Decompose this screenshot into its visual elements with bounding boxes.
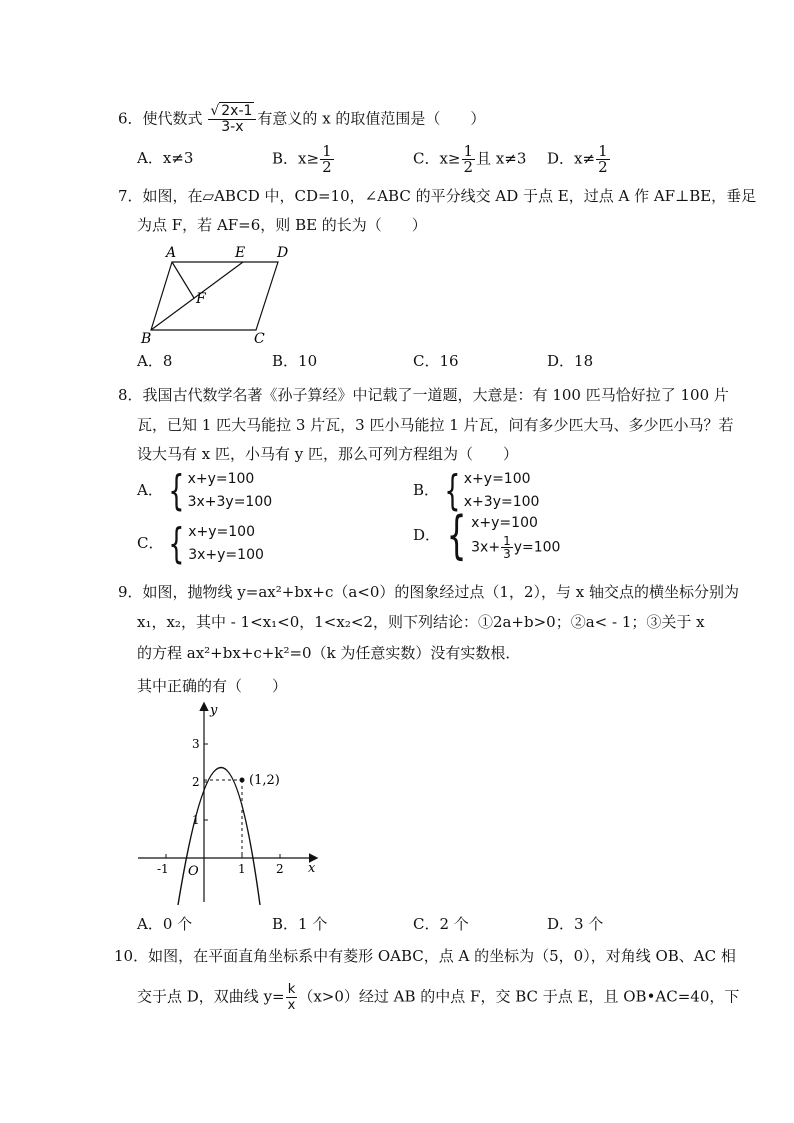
q9-option-a[interactable]: A．0 个 (137, 915, 193, 933)
q9-option-b[interactable]: B．1 个 (272, 915, 328, 933)
q6-option-d[interactable]: D．x≠ $\frac{1}{2}$ (547, 142, 608, 176)
q9-parabola-curve (178, 768, 260, 906)
q6-stem: 6．使代数式 $\frac{√ 2x-1}{3-x}$ 有意义的 x 的取值范围是（ ） (118, 103, 486, 135)
q7-label-f: F (196, 291, 206, 307)
q7-stem-line1: 7．如图，在▱ABCD 中，CD=10，∠ABC 的平分线交 AD 于点 E，过点 A 作 AF⊥BE，垂足 (118, 187, 757, 205)
q7-stem-line2: 为点 F，若 AF=6，则 BE 的长为（ ） (137, 216, 427, 234)
q9-y-tick-2: 2 (192, 775, 200, 789)
q7-option-b[interactable]: B．10 (272, 352, 318, 370)
q8-option-b[interactable]: B． { x+y=100 x+3y=100 (413, 466, 540, 515)
q9-option-c[interactable]: C．2 个 (413, 915, 469, 933)
q7-parallelogram-figure (138, 242, 298, 348)
q7-label-e: E (235, 245, 246, 261)
q9-y-tick-1: 1 (192, 813, 200, 827)
q7-label-b: B (141, 331, 152, 347)
q8-option-c[interactable]: C． { x+y=100 3x+y=100 (137, 519, 264, 568)
q9-origin-label: O (188, 864, 199, 879)
q9-x-tick-neg1: -1 (157, 862, 169, 876)
q7-label-c: C (254, 331, 265, 347)
q9-x-axis-label: x (308, 861, 316, 876)
q7-option-d[interactable]: D．18 (547, 352, 594, 370)
q9-stem-line1: 9．如图，抛物线 y=ax²+bx+c（a<0）的图象经过点（1，2），与 x 轴交点的横坐标分别为 (118, 583, 740, 601)
q9-stem-line4: 其中正确的有（ ） (137, 677, 288, 695)
q10-stem-line1: 10．如图，在平面直角坐标系中有菱形 OABC，点 A 的坐标为（5，0），对角线 OB、AC 相 (114, 947, 736, 965)
q9-point-label: (1,2) (249, 773, 280, 788)
q9-y-tick-3: 3 (192, 737, 200, 751)
q9-point-1-2 (240, 778, 245, 783)
q9-y-axis-label: y (210, 703, 218, 718)
q10-stem-line2: 交于点 D，双曲线 y= $\frac{k}{x}$ （x>0）经过 AB 的中点 F，交 BC 于点 E，且 OB•AC=40，下 (137, 982, 740, 1013)
q7-label-a: A (166, 245, 177, 261)
q9-x-tick-1: 1 (238, 862, 246, 876)
q6-option-c[interactable]: C．x≥ $\frac{1}{2}$ 且 x≠3 (413, 142, 527, 176)
q8-stem-line1: 8．我国古代数学名著《孙子算经》中记载了一道题，大意是：有 100 匹马恰好拉了 100 片 (118, 386, 729, 404)
q8-option-d[interactable]: D． { x+y=100 3x+ $\frac{1}{3}$ y=100 (413, 506, 561, 566)
q7-label-d: D (277, 245, 289, 261)
q9-x-tick-2: 2 (276, 862, 284, 876)
q8-option-a[interactable]: A． { x+y=100 3x+3y=100 (137, 466, 273, 515)
q6-option-b[interactable]: B．x≥ $\frac{1}{2}$ (272, 142, 332, 176)
q7-option-c[interactable]: C．16 (413, 352, 459, 370)
q7-option-a[interactable]: A．8 (137, 352, 173, 370)
q9-option-d[interactable]: D．3 个 (547, 915, 604, 933)
q8-stem-line2: 瓦，已知 1 匹大马能拉 3 片瓦，3 匹小马能拉 1 片瓦，问有多少匹大马、多少匹小马？若 (137, 416, 734, 434)
q8-stem-line3: 设大马有 x 匹，小马有 y 匹，那么可列方程组为（ ） (137, 445, 519, 463)
q6-option-a[interactable]: A．x≠3 (137, 149, 194, 167)
q9-parabola-graph (128, 700, 328, 905)
q6-expression-fraction: $\frac{√ 2x-1}{3-x}$ (208, 104, 256, 135)
q9-stem-line3: 的方程 ax²+bx+c+k²=0（k 为任意实数）没有实数根． (137, 644, 521, 662)
q9-stem-line2: x₁，x₂，其中 - 1<x₁<0，1<x₂<2，则下列结论：①2a+b>0；②a< - 1；③关于 x (137, 613, 705, 631)
